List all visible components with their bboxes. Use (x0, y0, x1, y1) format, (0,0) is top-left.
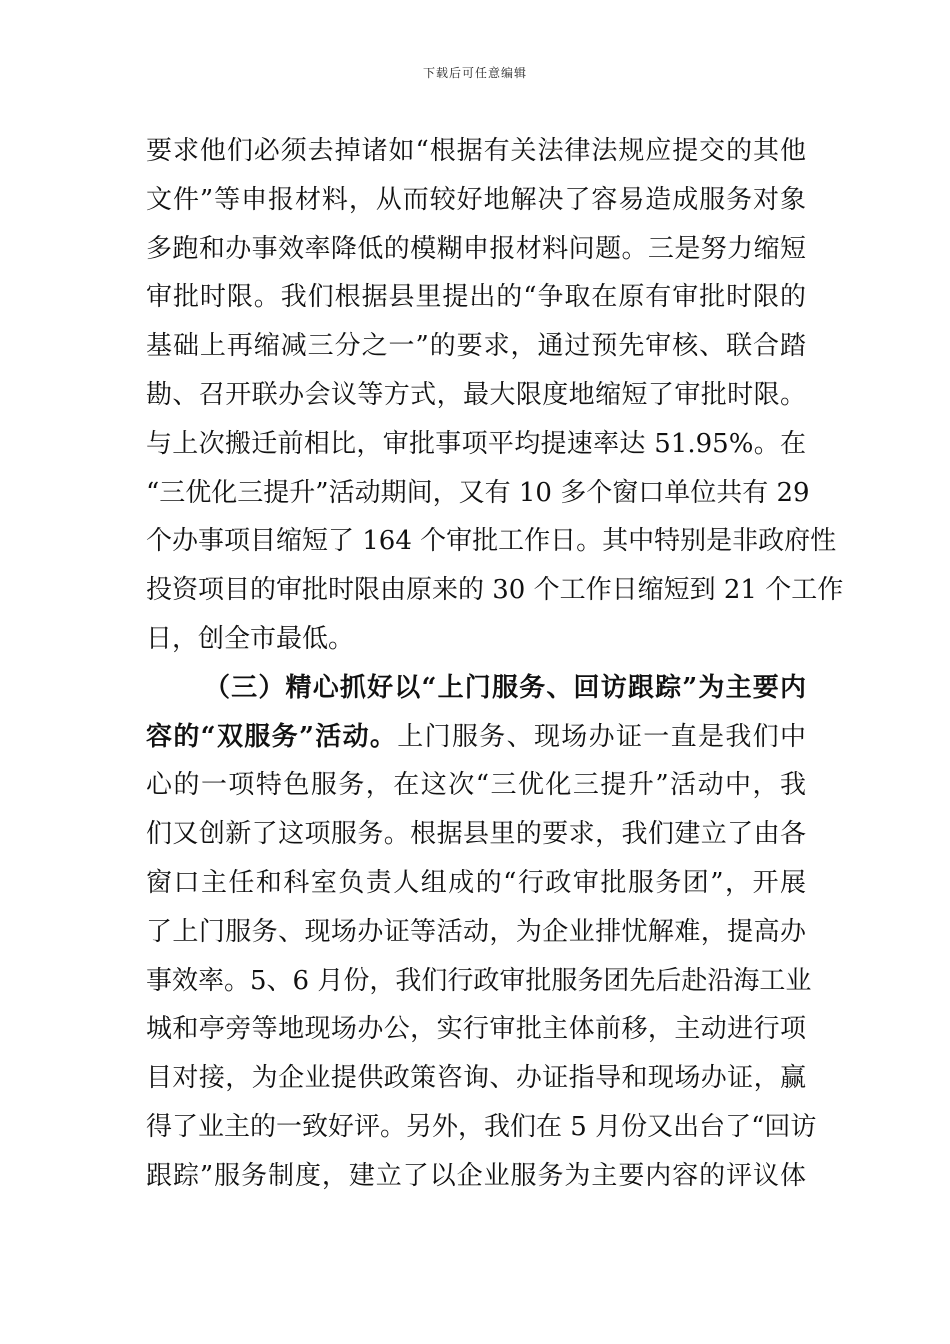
text-line: 要求他们必须去掉诸如“根据有关法律法规应提交的其他 (146, 136, 806, 166)
text-line: 心的一项特色服务，在这次“三优化三提升”活动中，我 (146, 770, 806, 801)
text-run: 上门服务、现场办证一直是我们中 (397, 721, 806, 752)
text-line: 与上次搬迁前相比，审批事项平均提速率达 51.95%。在 (146, 428, 806, 459)
text-line: “三优化三提升”活动期间，又有 10 多个窗口单位共有 29 (146, 477, 810, 508)
text-line: 窗口主任和科室负责人组成的“行政审批服务团”，开展 (146, 867, 806, 898)
text-line: 勘、召开联办会议等方式，最大限度地缩短了审批时限。 (146, 379, 806, 410)
text-line: 基础上再缩减三分之一”的要求，通过预先审核、联合踏 (146, 331, 806, 362)
page-header: 下载后可任意编辑 (422, 66, 527, 80)
text-line: 事效率。5、6 月份，我们行政审批服务团先后赴沿海工业 (146, 965, 812, 996)
text-line: 文件”等申报材料，从而较好地解决了容易造成服务对象 (146, 184, 806, 215)
text-line: 日，创全市最低。 (146, 623, 355, 654)
text-line: 跟踪”服务制度，建立了以企业服务为主要内容的评议体 (146, 1160, 806, 1191)
text-line: 得了业主的一致好评。另外，我们在 5 月份又出台了“回访 (146, 1111, 817, 1142)
text-line: 个办事项目缩短了 164 个审批工作日。其中特别是非政府性 (146, 526, 837, 557)
text-line: 们又创新了这项服务。根据县里的要求，我们建立了由各 (146, 819, 806, 850)
text-line: 了上门服务、现场办证等活动，为企业排忧解难，提高办 (146, 916, 806, 947)
text-line: 投资项目的审批时限由原来的 30 个工作日缩短到 21 个工作 (146, 575, 844, 606)
paragraph-2 (146, 664, 817, 1201)
text-line (146, 713, 806, 762)
section-heading-continued: 容的“双服务”活动。 (146, 721, 398, 752)
text-line: 多跑和办事效率降低的模糊申报材料问题。三是努力缩短 (146, 233, 806, 264)
document-body (146, 127, 844, 1201)
text-line: 城和亭旁等地现场办公，实行审批主体前移，主动进行项 (146, 1014, 806, 1045)
text-line: 审批时限。我们根据县里提出的“争取在原有审批时限的 (146, 282, 806, 313)
text-line: 目对接，为企业提供政策咨询、办证指导和现场办证，赢 (146, 1063, 806, 1094)
paragraph-1 (146, 127, 844, 664)
section-heading: （三）精心抓好以“上门服务、回访跟踪”为主要内 (204, 672, 806, 703)
